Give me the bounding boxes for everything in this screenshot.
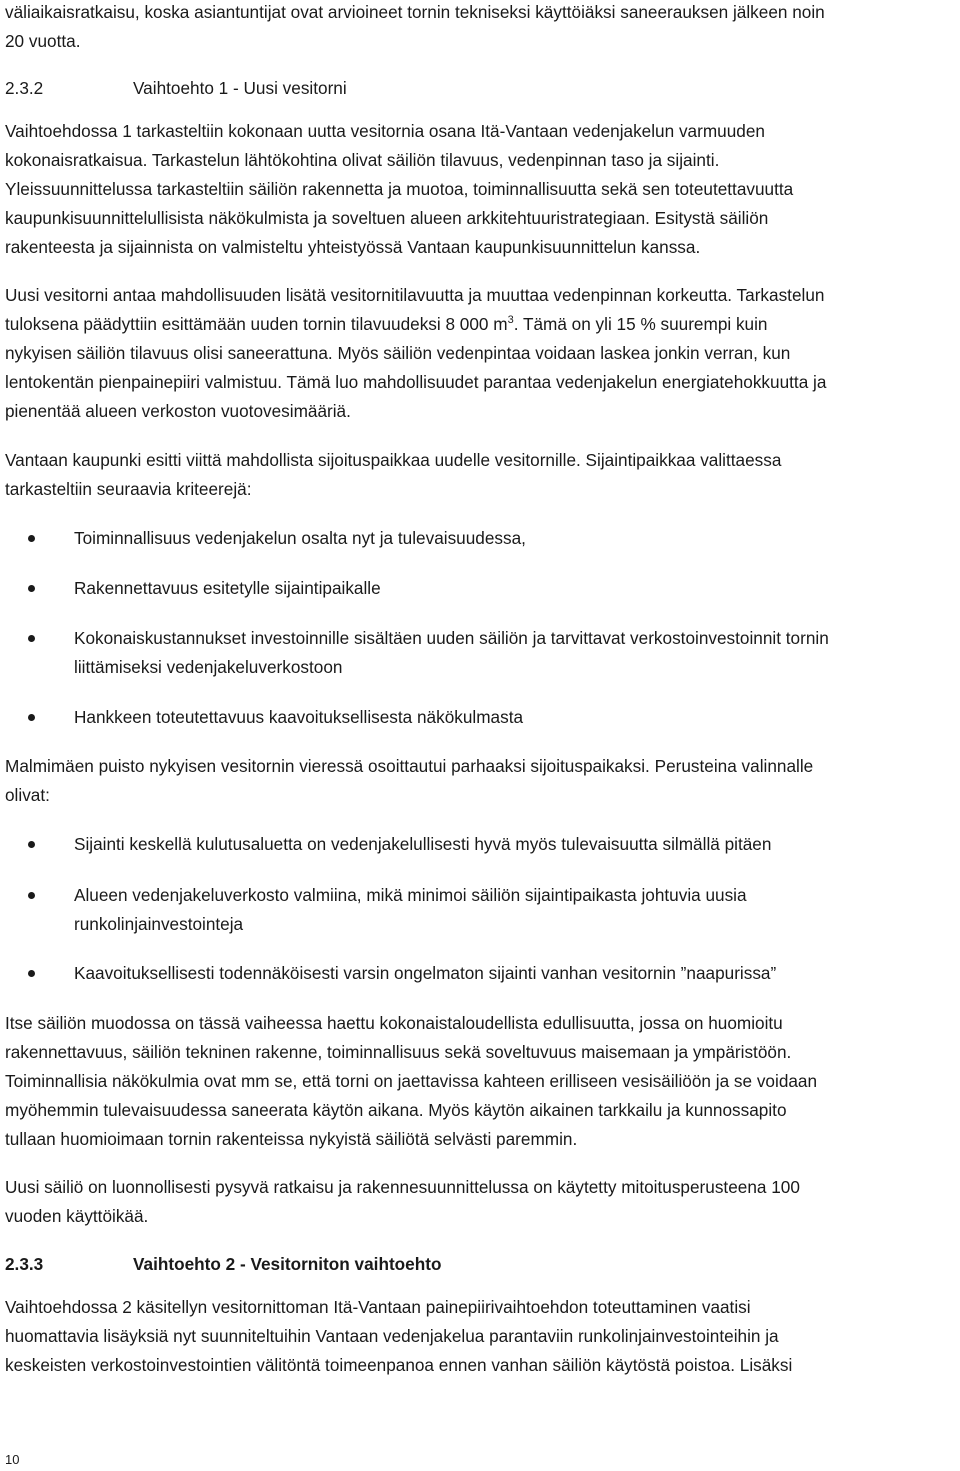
section-number: 2.3.3	[5, 1254, 44, 1274]
bullet-dot	[28, 714, 35, 721]
paragraph-3-line: tarkasteltiin seuraavia kriteerejä:	[5, 479, 252, 499]
cubic-superscript: 3	[507, 314, 514, 326]
page-number: 10	[5, 1452, 20, 1467]
bullet-dot	[28, 892, 35, 899]
section-title: Vaihtoehto 2 - Vesitorniton vaihtoehto	[133, 1254, 442, 1274]
paragraph-1-line: rakenteesta ja sijainnista on valmisteltu yhteistyössä Vantaan kaupunkisuunnittelun kanssa.	[5, 237, 701, 257]
list-item-text: Toiminnallisuus vedenjakelun osalta nyt ja tulevaisuudessa,	[74, 528, 526, 548]
paragraph-7-line: Vaihtoehdossa 2 käsitellyn vesitornittoman Itä-Vantaan painepiirivaihtoehdon toteuttaminen vaatisi	[5, 1297, 751, 1317]
paragraph-1-line: kaupunkisuunnittelullisista näkökulmista ja soveltuen alueen arkkitehtuuristrategiaan. Esitystä säiliön	[5, 208, 769, 228]
paragraph-2-line: nykyisen säiliön tilavuus olisi saneerattuna. Myös säiliön vedenpintaa voidaan laskea jonkin verran, kun	[5, 343, 791, 363]
paragraph-3-line: Vantaan kaupunki esitti viittä mahdollista sijoituspaikkaa uudelle vesitornille. Sijaintipaikkaa valittaessa	[5, 450, 782, 470]
paragraph-7-line: keskeisten verkostoinvestointien välitöntä toimeenpanoa ennen vanhan säiliön käytöstä poistoa. Lisäksi	[5, 1355, 793, 1375]
volume-text: tuloksena päädyttiin esittämään uuden tornin tilavuudeksi 8 000 m	[5, 314, 508, 334]
intro-line-2: 20 vuotta.	[5, 31, 81, 51]
list-item-text: Hankkeen toteutettavuus kaavoituksellisesta näkökulmasta	[74, 707, 524, 727]
paragraph-5-line: myöhemmin tulevaisuudessa saneerata käytön aikana. Myös käytön aikainen tarkkailu ja kunnossapito	[5, 1100, 787, 1120]
bullet-dot	[28, 585, 35, 592]
paragraph-6-line: Uusi säiliö on luonnollisesti pysyvä ratkaisu ja rakennesuunnittelussa on käytetty mitoitusperusteena 100	[5, 1177, 800, 1197]
volume-text-continued: . Tämä on yli 15 % suurempi kuin	[513, 314, 768, 334]
list-item-text: Kokonaiskustannukset investoinnille sisältäen uuden säiliön ja tarvittavat verkostoinvestoinnit tornin	[74, 628, 829, 648]
section-number: 2.3.2	[5, 78, 44, 98]
paragraph-6-line: vuoden käyttöikää.	[5, 1206, 149, 1226]
list-item-text: Sijainti keskellä kulutusaluetta on vedenjakelullisesti hyvä myös tulevaisuutta silmällä pitäen	[74, 834, 772, 854]
bullet-dot	[28, 970, 35, 977]
paragraph-1-line: Vaihtoehdossa 1 tarkasteltiin kokonaan uutta vesitornia osana Itä-Vantaan vedenjakelun varmuuden	[5, 121, 765, 141]
list-item-text: runkolinjainvestointeja	[74, 914, 244, 934]
bullet-dot	[28, 841, 35, 848]
paragraph-1-line: kokonaisratkaisua. Tarkastelun lähtökohtina olivat säiliön tilavuus, vedenpinnan taso ja sijainti.	[5, 150, 720, 170]
paragraph-2-line: lentokentän pienpainepiiri valmistuu. Tämä luo mahdollisuudet parantaa vedenjakelun energiatehokkuutta ja	[5, 372, 827, 392]
list-item-text: liittämiseksi vedenjakeluverkostoon	[74, 657, 343, 677]
list-item-text: Alueen vedenjakeluverkosto valmiina, mikä minimoi säiliön sijaintipaikasta johtuvia uusia	[74, 885, 747, 905]
paragraph-5-line: tullaan huomioimaan tornin rakenteissa nykyistä säiliötä selvästi paremmin.	[5, 1129, 578, 1149]
section-title: Vaihtoehto 1 - Uusi vesitorni	[133, 78, 347, 98]
bullet-dot	[28, 535, 35, 542]
paragraph-5-line: Itse säiliön muodossa on tässä vaiheessa haettu kokonaistaloudellista edullisuutta, jossa on huomioitu	[5, 1013, 783, 1033]
section-heading-2-3-2	[5, 78, 347, 98]
list-item-text: Kaavoituksellisesti todennäköisesti varsin ongelmaton sijainti vanhan vesitornin ”naapurissa”	[74, 963, 777, 983]
paragraph-2-line: pienentää alueen verkoston vuotovesimääriä.	[5, 401, 351, 421]
paragraph-2-line: Uusi vesitorni antaa mahdollisuuden lisätä vesitornitilavuutta ja muuttaa vedenpinnan korkeutta. Tarkastelun	[5, 285, 825, 305]
paragraph-4-line: Malmimäen puisto nykyisen vesitornin vieressä osoittautui parhaaksi sijoituspaikaksi. Perusteina valinnalle	[5, 756, 814, 776]
list-item-text: Rakennettavuus esitetylle sijaintipaikalle	[74, 578, 381, 598]
intro-line-1: väliaikaisratkaisu, koska asiantuntijat ovat arvioineet tornin tekniseksi käyttöiäksi saneerauksen jälkeen noin	[5, 2, 825, 22]
paragraph-7-line: huomattavia lisäyksiä nyt suunniteltuihin Vantaan vedenjakelua parantaviin runkolinjainvestointeihin ja	[5, 1326, 779, 1346]
paragraph-5-line: rakennettavuus, säiliön tekninen rakenne, toiminnallisuus sekä soveltuvuus maisemaan ja ympäristöön.	[5, 1042, 792, 1062]
paragraph-5-line: Toiminnallisia näkökulmia ovat mm se, että torni on jaettavissa kahteen erilliseen vesisäiliöön ja se voidaan	[5, 1071, 818, 1091]
section-heading-2-3-3	[5, 1254, 441, 1274]
paragraph-4-line: olivat:	[5, 785, 50, 805]
paragraph-2-line-with-unit	[5, 314, 768, 334]
paragraph-1-line: Yleissuunnittelussa tarkasteltiin säiliön rakennetta ja muotoa, toiminnallisuutta sekä sen toteutettavuutta	[5, 179, 794, 199]
bullet-dot	[28, 635, 35, 642]
